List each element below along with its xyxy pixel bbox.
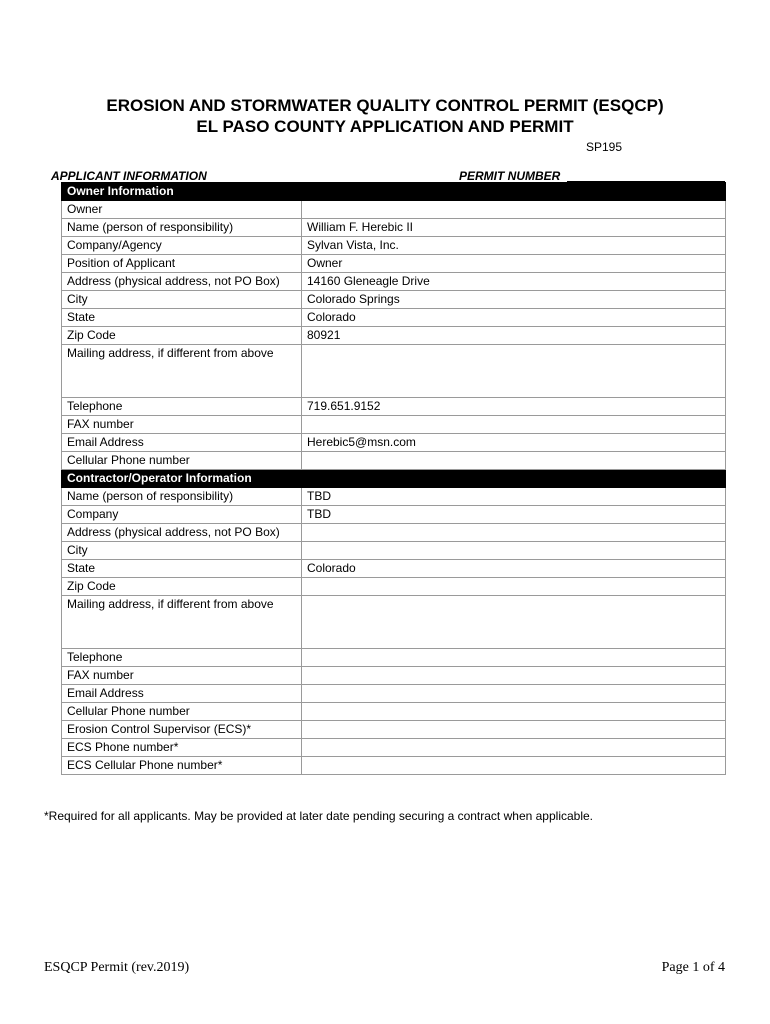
field-label: Zip Code: [62, 327, 302, 345]
field-label: Cellular Phone number: [62, 452, 302, 470]
field-label: ECS Cellular Phone number*: [62, 757, 302, 775]
field-label: Owner: [62, 201, 302, 219]
footer-form-revision: ESQCP Permit (rev.2019): [44, 960, 190, 975]
contractor-section-heading: Contractor/Operator Information: [62, 470, 302, 488]
field-value[interactable]: [302, 649, 726, 667]
form-row: [62, 667, 726, 685]
field-label: Email Address: [62, 434, 302, 452]
form-row: [62, 596, 726, 649]
field-value[interactable]: [302, 757, 726, 775]
form-row: [62, 739, 726, 757]
field-value[interactable]: TBD: [302, 506, 726, 524]
field-value[interactable]: Sylvan Vista, Inc.: [302, 237, 726, 255]
form-row: [62, 434, 726, 452]
field-value[interactable]: Owner: [302, 255, 726, 273]
field-label: Cellular Phone number: [62, 703, 302, 721]
permit-number-label: PERMIT NUMBER: [459, 169, 561, 183]
form-row: [62, 398, 726, 416]
field-label: ECS Phone number*: [62, 739, 302, 757]
field-value[interactable]: Colorado: [302, 309, 726, 327]
field-label: Mailing address, if different from above: [62, 596, 302, 649]
form-row: [62, 757, 726, 775]
footnote: *Required for all applicants. May be provided at later date pending securing a contract when applicable.: [44, 809, 593, 823]
field-value[interactable]: [302, 596, 726, 649]
document-title-line2: EL PASO COUNTY APPLICATION AND PERMIT: [196, 117, 574, 136]
field-label: Address (physical address, not PO Box): [62, 273, 302, 291]
field-value[interactable]: [302, 542, 726, 560]
form-row: [62, 345, 726, 398]
field-value[interactable]: TBD: [302, 488, 726, 506]
field-label: Zip Code: [62, 578, 302, 596]
applicant-information-label: APPLICANT INFORMATION: [51, 169, 207, 183]
owner-section-header: [62, 183, 726, 201]
field-label: Name (person of responsibility): [62, 219, 302, 237]
field-value[interactable]: [302, 739, 726, 757]
field-label: Erosion Control Supervisor (ECS)*: [62, 721, 302, 739]
field-value[interactable]: Herebic5@msn.com: [302, 434, 726, 452]
field-value[interactable]: [302, 345, 726, 398]
field-value[interactable]: Colorado: [302, 560, 726, 578]
form-row: [62, 309, 726, 327]
form-row: [62, 649, 726, 667]
field-value[interactable]: [302, 667, 726, 685]
field-value[interactable]: [302, 416, 726, 434]
form-row: [62, 237, 726, 255]
form-row: [62, 416, 726, 434]
field-label: City: [62, 291, 302, 309]
field-label: Name (person of responsibility): [62, 488, 302, 506]
field-value[interactable]: [302, 685, 726, 703]
form-row: [62, 685, 726, 703]
form-row: [62, 219, 726, 237]
field-label: Telephone: [62, 398, 302, 416]
field-value[interactable]: [302, 703, 726, 721]
form-row: [62, 488, 726, 506]
form-row: [62, 452, 726, 470]
field-label: Company/Agency: [62, 237, 302, 255]
field-label: Mailing address, if different from above: [62, 345, 302, 398]
form-row: [62, 560, 726, 578]
field-label: State: [62, 560, 302, 578]
form-row: [62, 255, 726, 273]
field-value[interactable]: 719.651.9152: [302, 398, 726, 416]
field-label: City: [62, 542, 302, 560]
form-row: [62, 578, 726, 596]
form-row: [62, 721, 726, 739]
application-form-table: [61, 182, 726, 775]
owner-section-heading: Owner Information: [62, 183, 302, 201]
field-value[interactable]: [302, 721, 726, 739]
field-label: FAX number: [62, 416, 302, 434]
form-row: [62, 703, 726, 721]
field-label: Company: [62, 506, 302, 524]
field-value[interactable]: Colorado Springs: [302, 291, 726, 309]
footer-page-number: Page 1 of 4: [661, 960, 725, 975]
document-title-line1: EROSION AND STORMWATER QUALITY CONTROL PERMIT (ESQCP): [106, 96, 664, 115]
field-value[interactable]: William F. Herebic II: [302, 219, 726, 237]
form-row: [62, 327, 726, 345]
field-value[interactable]: 14160 Gleneagle Drive: [302, 273, 726, 291]
field-value[interactable]: [302, 524, 726, 542]
form-row: [62, 201, 726, 219]
field-value[interactable]: [302, 201, 726, 219]
form-row: [62, 506, 726, 524]
form-code: SP195: [586, 140, 623, 154]
field-label: State: [62, 309, 302, 327]
form-row: [62, 524, 726, 542]
field-label: Telephone: [62, 649, 302, 667]
form-row: [62, 542, 726, 560]
contractor-section-header: [62, 470, 726, 488]
field-label: Address (physical address, not PO Box): [62, 524, 302, 542]
field-label: Position of Applicant: [62, 255, 302, 273]
field-value[interactable]: [302, 578, 726, 596]
field-value[interactable]: 80921: [302, 327, 726, 345]
form-row: [62, 291, 726, 309]
form-row: [62, 273, 726, 291]
field-label: FAX number: [62, 667, 302, 685]
field-value[interactable]: [302, 452, 726, 470]
field-label: Email Address: [62, 685, 302, 703]
